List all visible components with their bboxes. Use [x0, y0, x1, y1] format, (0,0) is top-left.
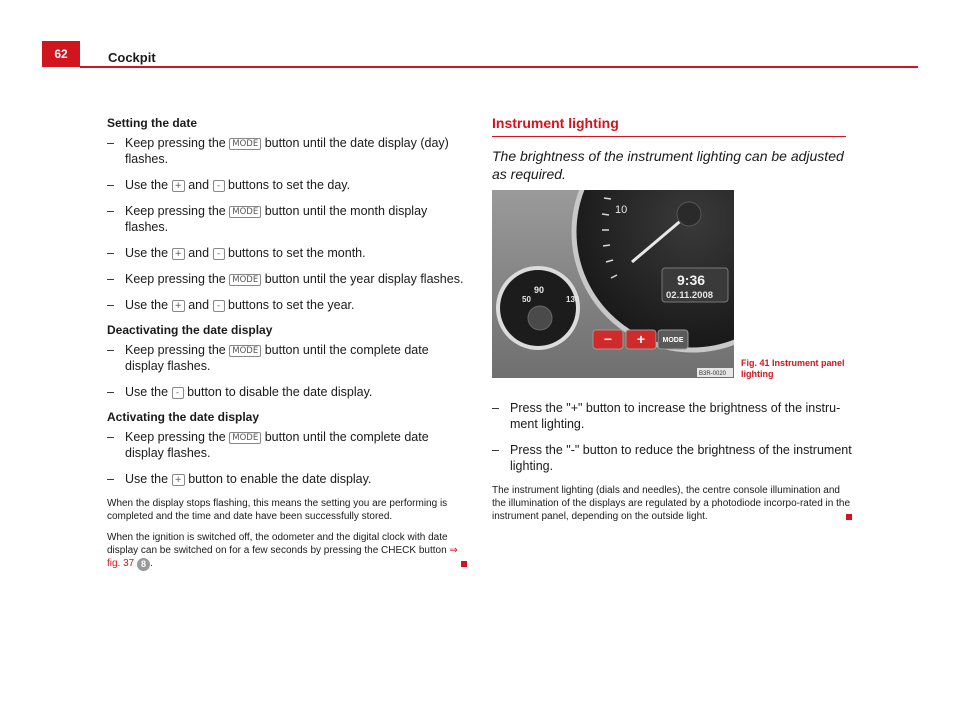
- plus-key: +: [172, 180, 185, 192]
- mode-key: MODE: [229, 432, 261, 444]
- left-column: [107, 116, 467, 579]
- right-column: [492, 116, 852, 183]
- step: – Keep pressing the MODE button until the date display (day) flashes.: [107, 136, 449, 166]
- plus-key: +: [172, 300, 185, 312]
- mode-key: MODE: [229, 345, 261, 357]
- heading-activating: Activating the date display: [107, 410, 260, 424]
- step: – Press the "+" button to increase the brightness of the instru-ment lighting.: [492, 401, 841, 431]
- gauge-130-label: 130: [566, 295, 580, 304]
- date-display: 02.11.2008: [666, 290, 714, 301]
- mode-key: MODE: [229, 138, 261, 150]
- step: – Keep pressing the MODE button until the complete date display flashes.: [107, 430, 429, 460]
- minus-key: -: [172, 387, 184, 399]
- figure-caption: Fig. 41 Instrument panel lighting: [741, 358, 845, 379]
- instrument-panel-figure: [492, 190, 734, 378]
- page-number: 62: [42, 41, 80, 67]
- gauge-10-label: 10: [615, 204, 628, 216]
- plus-key: +: [172, 248, 185, 260]
- body-paragraph: The instrument lighting (dials and needles), the centre console illumination and the illumination of the displays are regulated by a photodiode incorpo-rated in the instrument panel, depending on the outside light.: [492, 485, 851, 522]
- section-end-marker: [846, 514, 852, 520]
- clock-display: 9:36: [677, 272, 706, 288]
- header-rule: [80, 66, 918, 68]
- minus-key: -: [213, 180, 225, 192]
- plus-key: +: [172, 474, 185, 486]
- step: – Keep pressing the MODE button until the complete date display flashes.: [107, 343, 429, 373]
- mode-key: MODE: [229, 274, 261, 286]
- step: – Use the + and - buttons to set the month.: [107, 246, 366, 260]
- mode-button-label: MODE: [662, 337, 684, 344]
- intro-text: The brightness of the instrument lighting can be adjusted as required.: [492, 148, 844, 182]
- step: – Keep pressing the MODE button until the month display flashes.: [107, 204, 428, 234]
- heading-setting-date: Setting the date: [107, 116, 198, 130]
- step: – Use the - button to disable the date display.: [107, 385, 373, 399]
- gauge-90-label: 90: [533, 285, 545, 295]
- note-paragraph: When the ignition is switched off, the odometer and the digital clock with date display can be switched on for a few seconds by pressing the CHECK button ⇒ fig. 37 8 .: [107, 531, 467, 571]
- heading-deactivating: Deactivating the date display: [107, 323, 273, 337]
- section-title: Instrument lighting: [492, 116, 846, 137]
- mode-key: MODE: [229, 206, 261, 218]
- minus-key: -: [213, 248, 225, 260]
- callout-badge: 8: [137, 558, 150, 571]
- step: – Keep pressing the MODE button until the year display flashes.: [107, 272, 464, 286]
- plus-button-label: +: [636, 331, 646, 347]
- step: – Use the + and - buttons to set the day.: [107, 178, 351, 192]
- section-end-marker: [461, 561, 467, 567]
- step: – Use the + button to enable the date display.: [107, 472, 372, 486]
- step: – Press the "-" button to reduce the brightness of the instrument lighting.: [492, 443, 852, 473]
- right-column-steps: [492, 396, 852, 531]
- minus-key: -: [213, 300, 225, 312]
- instrument-panel-illustration: [492, 190, 734, 378]
- minus-button-label: −: [603, 331, 613, 347]
- figure-code: B3R-0020: [699, 371, 727, 377]
- step: – Use the + and - buttons to set the year.: [107, 298, 355, 312]
- chapter-title: Cockpit: [108, 50, 156, 65]
- note-paragraph: When the display stops flashing, this means the setting you are performing is completed and the time and date have been successfully stored.: [107, 498, 448, 522]
- figure-link[interactable]: ⇒ fig. 37: [107, 545, 458, 569]
- gauge-50-label: 50: [522, 295, 531, 304]
